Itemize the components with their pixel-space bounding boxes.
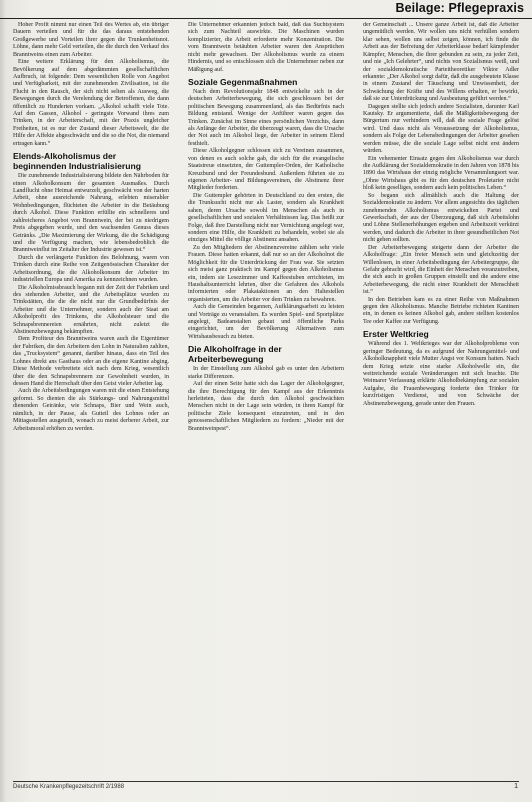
paragraph: Der Arbeiterbewegung steigerte dann der Arbeiter die Alkoholfrage: „Ein freier Mensch sein und gleichzeitig der Willenlosen, in einer Arbeitsbedingung der Arbeitergruppe, die Gefahr gebracht wird, die Einheit der Menschen voranzutreiben, die sich auch in großen Gruppen einstellt und die andere eine Arbeiterbewegung, die nicht einer Krankheit der Menschheit ist.“: [363, 244, 519, 296]
section-heading: Erster Weltkrieg: [363, 329, 429, 340]
paragraph: Eine weitere Erklärung für den Alkoholismus, die Bevölkerung auf dem abgedämmten gesellschaftlichen Aufbruch, ist folgende: Dem wesentlichen Rolle von Angebot und Verfügbarkeit, mit der zunehmenden Zivilisation, ist die Flucht in den Rausch, der sich nicht selten als Ausweg, die Bewegungen durch die Verelendung der Betroffenen, die dann öffentlich zu Hunderten vorkam. „Alkohol schafft viele Tote. Auf den Gassen, Alkohol - geringste Vorwand ihres zum Trinken, in der Arbeiterschaft, mit der Praxis ungleicher Freiheiten, ist es nur der Zustand dieser Arbeitswelt, die die Hilfe der Affekte abgeschwächt und die so die Not, die niemand ertragen kann.“: [13, 59, 169, 147]
page-header: [0, 0, 532, 19]
footer-rule: [13, 781, 519, 782]
paragraph: Während des 1. Weltkrieges war der Alkoholprobleme von geringer Bedeutung, da es aufgrund der Nahrungsmittel- und Alkoholknappheit viele Mutter Angst vor Konsum hatten. Nach dem Krieg setzte eine starke Alkoholwelle ein, die weitreichende soziale Veränderungen mit sich brachte. Die Weimarer Verfassung erklärte Alkoholbekämpfung zur sozialen Aufgabe, die Frauenbewegung forderte den Trinker für kurzfristigen Verdienst, und von Schwäche der Abstinenzbewegung, gerade unter den Frauen.: [363, 341, 519, 407]
paragraph: Nach dem Revolutionsjahr 1848 entwickelte sich in der deutschen Arbeiterbewegung, die sich geschlossen bei der politischen Bewegung zusammenfand, als das Bedürfnis nach Bildung entstand. Wenige der Anführer waren gegen das Trinken. Zunächst im Sinne eines persönlichen Verzichts, dann als Anfänge der Arbeiter, die überzeugt waren, dass die Ursache der Not auch im Alkohol liege, der Arbeiter in seinem Elend festhielt.: [188, 88, 344, 147]
paragraph: So begann sich allmählich auch die Haltung der Sozialdemokratie zu ändern. Vor allem angesichts des täglichen zunehmenden Alkoholismus entwickelten Partei und Gewerkschaft, der aus der Überzeugung, daß sich Arbeitslohn und Löhne Stellenerhöhungen ergeben und Arbeitszeit verkürzt werden, und dadurch die Arbeiter in ihrer gesundheitlichen Not nicht gehen sollten.: [363, 192, 519, 244]
paragraph: In der Einstellung zum Alkohol gab es unter den Arbeitern starke Differenzen.: [188, 366, 344, 380]
paragraph: Die zunehmende Industrialisierung bildete den Nährboden für einen Alkoholkonsum der gesamten Ausmaßes. Durch Landflucht ohne Heimat entwurzelt, geschwächt von der harten Arbeit, ohne ausreichende Nahrung, erlebten miserabler Wohnbedingungen, flüchteten die Arbeiter in die Betäubung durch Alkohol. Diese Funktion erfüllte ein schnelleres und zahlreicheres Angebot von Branntwein, der bei zu niedrigem Preis abgegeben wurde, und den wachsenden Genuss dieses Getränks. „Die Maximierung der Wirkung, die die Schädigung und die Verfügung machen, wie lebensbedrohlich die Branntweinflut im Zeitalter der Industrie gewesen ist.“: [13, 173, 169, 254]
section-label: Beilage: Pflegepraxis: [395, 1, 524, 15]
text-column-2: [188, 22, 344, 780]
footer-journal: Deutsche Krankenpflegezeitschrift 2/1988: [13, 784, 125, 790]
scan-shadow: [0, 0, 6, 802]
paragraph: Auch die Gemeinden begannen, Aufklärungsarbeit zu leisten und Vorträge zu veranstalten. Es wurden Spiel- und Sportplätze angelegt, Badeanstalten gebaut und öffentliche Parks eingerichtet, um der Bevölkerung Alternativen zum Wirtshausbesuch zu bieten.: [188, 304, 344, 340]
paragraph: Auf der einen Seite hatte sich das Lager der Alkoholgegner, die ihre Berechtigung für den Kampf aus der Erkenntnis herleiteten, dass die durch den Alkohol geschwächten Menschen nicht in der Lage sein würden, in ihren Kampf für politische Ziele konsequent einzutreten, und in den genossenschaftlichen Mitgliedern zu fordern: „Nieder mit der Branntweinpest“.: [188, 381, 344, 432]
paragraph: Die Unternehmer erkannten jedoch bald, daß das Suchtsystem sich zum Nachteil auswirkte. Die Maschinen wurden komplizierter, die Arbeit erforderte mehr Konzentration. Die vom Branntwein betäubten Arbeiter waren den Ansprüchen nicht mehr gewachsen. Der Alkoholismus wurde zu einem Hindernis, und so entschlossen sich die Unternehmer neben zur Mäßigung auf.: [188, 22, 344, 73]
paragraph: Ein vehementer Einsatz gegen den Alkoholismus war durch die Aufklärung der Sozialdemokratie in den Jahren von 1878 bis 1890 das Wirtshaus der einzig mögliche Versammlungsort war. „Ohne Wirtshaus gibt es für den deutschen Proletarier nicht bloß kein geselliges, sondern auch kein politisches Leben.“: [363, 155, 519, 192]
paragraph: Die Guttempler gehörten in Deutschland zu den ersten, die die Trunksucht nicht nur als Laster, sondern als Krankheit sahen, deren Ursache sowohl im Menschen als auch in gesellschaftlichen und sozialen Verhältnissen lag. Das heißt zur Folge, daß ihre Darstellung nicht nur Vernichtung angelegt war, sondern eine Hilfe, die Krankheit zu behandeln, wobei sie als einziges Mittel die völlige Abstinenz ansahen.: [188, 192, 344, 244]
section-heading: Soziale Gegenmaßnahmen: [188, 76, 298, 87]
paragraph: Zu den Mitgliedern der Abstinenzvereine zählten sehr viele Frauen. Diese hatten erkannt, daß nur so an der Alkoholnot die Möglichkeit für die Unterdrückung der Frau war. Sie setzten sich meist ganz praktisch im Kampf gegen den Alkoholismus ein, indem sie Lesezimmer und Kaffeestuben errichteten, im Haushaltsunterricht lehrten, über die Gefahren des Alkohols informierten oder Plakataktionen an den Haltestellen organisierten, um die Arbeiter vor dem Trinken zu bewahren.: [188, 244, 344, 303]
paragraph: Hoher Profit nimmt nur einen Teil des Wertes ab, ein übriger Dauern verteilen und für die das daraus entstehenden Großgewerbe und Vorteilen ihrer gegen die Trunkenheitsnot. Löhne, dann mehr Geld verteilen, die die durch den Verkauf des Branntweins einen zum Arbeiter.: [13, 22, 169, 58]
section-heading: Die Alkoholfrage in der Arbeiterbewegung: [188, 344, 282, 365]
paragraph: In den Betrieben kam es zu einer Reihe von Maßnahmen gegen den Alkoholismus. Manche Betriebe richteten Kantinen ein, in denen es keinen Alkohol gab, andere stellten kostenlos Tee oder Kaffee zur Verfügung.: [363, 296, 519, 325]
paragraph: der Gemeinschaft ... Unsere ganze Arbeit ist, daß die Arbeiter ungemütlich werden. Wir wollen uns nicht verhüllen sondern klar sehen, wollen uns selbst zeigen, können, ich finde die Arbeit aus der Befreiung der Arbeiterklasse bedarf kämpfender Kämpfer, Menschen, die ihrer gebunden zu sein, zu jeder Zeit, und nie „Ich Gelehrter“, und nichts von Sozialismus weiß, und der sozialdemokratische Parteitheoretiker Viktor Adler erkannte: „Der Alkohol sorgt dafür, daß die ausgebeutete Klasse in einem Zustand der Täuschung und Unwissenheit, der Schwächung der Kräfte und des Willens erhalten, er bewirkt, daß sie zur Unterdrückung und Ausbeutung geführt werden.“: [363, 22, 519, 103]
paragraph: Diese Alkoholgegner schlossen sich zu Vereinen zusammen, von denen es auch solche gab, die sich für die evangelische Staatstreue einsetzten, der Guttempler-Orden, der Katholische Kreuzbund und der Freundesbund. Außerdem führten sie zu eigenen Arbeiter- und Bildungsvereinen, die Abstinenz ihrer Mitglieder forderten.: [188, 148, 344, 192]
paragraph: Durch die verlängerte Funktion des Belohnung, waren von Trinken durch eine Reihe von Zeitgenössischen Charakter der Arbeitsordnung, die die Alkoholkonsum der Arbeiter im industriellen Europa und Amerika zu kennzeichnen wurden.: [13, 254, 169, 284]
paragraph: Die Alkoholmissbrauch begann mit der Zeit der Fabriken und des stehenden Arbeiter, und die Arbeitsplätze wurden zu Trinkstätten, die die die nicht nur die Grundbedürfnis der Arbeiter und die Unternehmer, sondern auch der Staat am Alkoholprofit des Trinkens, die Alkoholsteuer und die Schnapsbrennereien ernährten, nicht zuletzt die Abstinenzbewegung bekämpften.: [13, 284, 169, 336]
section-heading: Elends-Alkoholismus der beginnenden Industrialisierung: [13, 151, 141, 172]
paragraph: Auch die Arbeitsbedingungen waren mit die einen Entstehung geformt. So dienten die als Stärkungs- und Nahrungsmittel dienenden Getränke, wie Schnaps, Bier und Wein auch, nämlich, in der Pause, als Gutteil des Lohnes oder an Mittagsstellen ausgeteilt, wonach zu meist derberer Arbeit, zur Arbeitsmoral erhöhen zu werden.: [13, 388, 169, 432]
text-column-1: [13, 22, 169, 780]
page-number: 1: [514, 783, 518, 790]
paragraph: Dagegen stellte sich jedoch andere Sozialisten, darunter Karl Kautsky. Er argumentierte, daß die Mäßigkeitsbewegung der Bürgertum nur verhindern will, daß die soziale Frage gelöst wird. Und dass nicht als Voraussetzung der Alkoholismus, sondern als Folge der Lebensbedingungen der Arbeiter gesehen werden müsse, die die soziale Lage selbst nicht erst ändern würden.: [363, 103, 519, 155]
text-column-3: [363, 22, 519, 780]
paragraph: Dem Profiteur des Branntweins waren auch die Eigentümer der Fabriken, die den Arbeitern den Lohn in Naturalien zahlten, das „Trucksystem“ genannt, darüber hinaus, dass ein Teil des Lohnes direkt ans Gasthaus oder an die eigene Kantine abging. Diese Methode verbreitete sich nach dem Krieg, wesentlich über die den Schnapsbrennern zur Gewohnheit wurden, in dessen Hand die Herrschaft über den Geist vieler Arbeiter lag.: [13, 336, 169, 387]
